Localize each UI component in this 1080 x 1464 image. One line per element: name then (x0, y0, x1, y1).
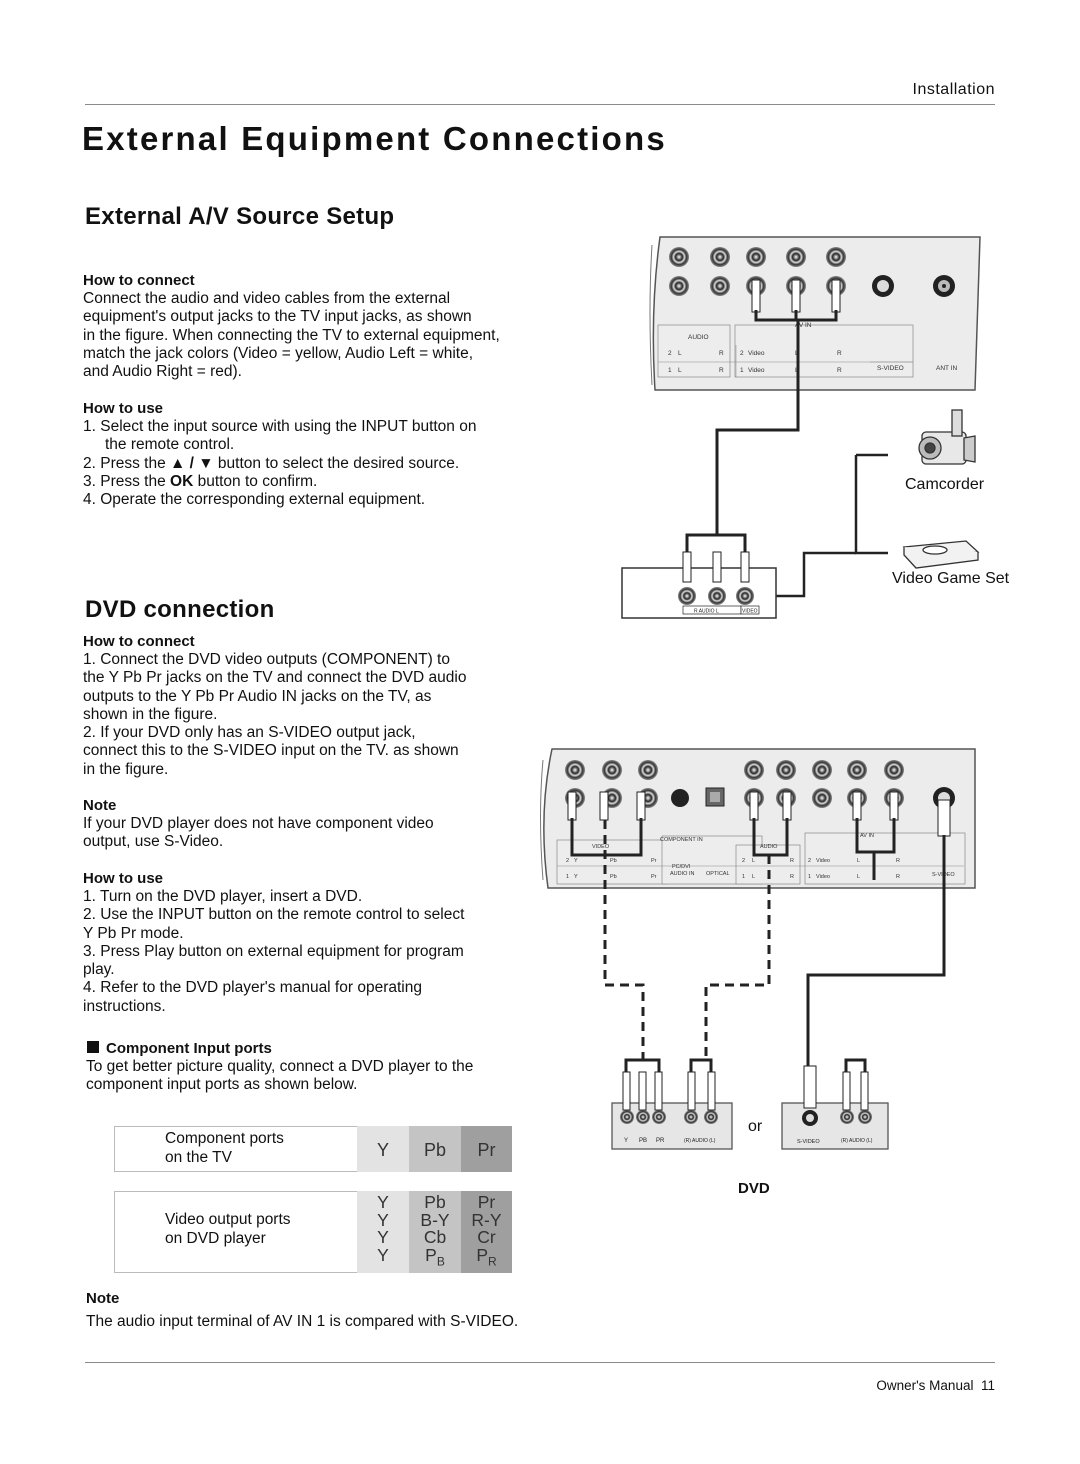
port-name: B-Y (420, 1209, 450, 1230)
text-line: Video output ports (165, 1211, 291, 1228)
panel-text: Pr (651, 858, 657, 864)
step-2-post: button to select the desired source. (213, 454, 460, 472)
text-line: If your DVD player does not have component video (83, 815, 434, 832)
panel-text: Pb (610, 874, 617, 880)
dvd-pb-label: PB (639, 1138, 648, 1144)
panel-text: R (896, 874, 900, 880)
game-console-icon (904, 541, 978, 568)
text-line: 2. If your DVD only has an S-VIDEO output jack, (83, 724, 416, 742)
port-name-sub: R (488, 1254, 497, 1269)
note2-heading: Note (86, 1290, 120, 1307)
port-name: Cb (423, 1227, 447, 1248)
tv-port-pr: Pr (477, 1140, 496, 1160)
panel-audio-in-label: AUDIO IN (670, 871, 695, 877)
step-3-pre: 3. Press the (83, 472, 171, 490)
dvd-note-heading: Note (83, 797, 117, 814)
panel-video-label: VIDEO (592, 844, 610, 850)
page-title: External Equipment Connections (82, 120, 667, 157)
text-line: outputs to the Y Pb Pr Audio IN jacks on the TV, as (83, 687, 432, 705)
text-line: 4. Refer to the DVD player's manual for operating (83, 979, 422, 997)
note2-text: The audio input terminal of AV IN 1 is compared with S-VIDEO. (86, 1313, 519, 1330)
panel-text: 2 (742, 858, 746, 864)
jack (710, 247, 730, 267)
jack (786, 247, 806, 267)
panel-ant-in-label: ANT IN (936, 365, 958, 372)
panel-text: L (752, 858, 756, 864)
av-how-to-use-heading: How to use (83, 400, 164, 417)
panel-text: 1 (742, 874, 746, 880)
panel-text: 2 (740, 350, 744, 357)
text-line: 3. Press Play button on external equipment for program (83, 942, 464, 960)
port-name: Y (377, 1227, 389, 1248)
game-label: Video Game Set (892, 570, 1010, 587)
panel-text: R (837, 367, 842, 374)
panel-audio-label: AUDIO (688, 334, 709, 341)
text-line: on the TV (165, 1148, 232, 1166)
jack (826, 247, 846, 267)
panel-text: L (857, 858, 861, 864)
jack (669, 276, 689, 296)
jack (669, 247, 689, 267)
step-3-post: button to confirm. (193, 472, 318, 490)
av-section-heading: External A/V Source Setup (85, 203, 395, 230)
panel-component-in-label: COMPONENT IN (660, 837, 703, 843)
section-label: Installation (912, 81, 995, 98)
panel-text: Video (816, 874, 830, 880)
dvd-y-label: Y (624, 1138, 629, 1144)
device-video-label: VIDEO (742, 608, 758, 615)
jack (746, 247, 766, 267)
text-line: equipment's output jacks to the TV input jacks, as shown (83, 308, 472, 326)
dvd-component-box (612, 1060, 732, 1149)
dvd-pr-label: PR (656, 1138, 665, 1144)
port-name: Y (377, 1245, 389, 1266)
tv-port-y: Y (376, 1140, 389, 1160)
panel-text: 2 (668, 350, 672, 357)
text-line: Y Pb Pr mode. (83, 924, 184, 942)
manual-name: Owner's Manual (876, 1378, 974, 1393)
dvd-how-to-connect-heading: How to connect (83, 633, 195, 650)
up-down-arrow-icon: ▲ / ▼ (170, 454, 214, 472)
text-line: component input ports as shown below. (86, 1076, 358, 1094)
panel-text: 1 (566, 874, 570, 880)
port-name: Y (377, 1192, 389, 1212)
panel-text: Video (816, 858, 830, 864)
port-name: Pr (477, 1192, 496, 1212)
component-ports-heading: Component Input ports (106, 1040, 272, 1057)
dvd-audio-label: (R) AUDIO (L) (841, 1138, 873, 1144)
panel-text: 1 (808, 874, 812, 880)
camcorder-icon (919, 410, 975, 464)
text-line: and Audio Right = red). (83, 363, 242, 381)
panel-text: R (790, 874, 794, 880)
dvd-section-heading: DVD connection (85, 596, 275, 623)
panel-text: 1 (740, 367, 744, 374)
step-4: 4. Operate the corresponding external equipment. (83, 491, 426, 509)
panel-text: R (719, 367, 724, 374)
text-line: in the figure. When connecting the TV to external equipment, (83, 326, 500, 344)
panel-text: 2 (566, 858, 570, 864)
panel-text: R (837, 350, 842, 357)
panel-text: L (678, 367, 682, 374)
port-name-main: P (425, 1245, 437, 1266)
panel-text: 2 (808, 858, 812, 864)
dvd-audio-label: (R) AUDIO (L) (684, 1138, 716, 1144)
port-name: R-Y (471, 1209, 502, 1230)
panel-text: L (795, 350, 799, 357)
dvd-s-video-box (782, 1060, 888, 1149)
panel-text: R (719, 350, 724, 357)
step-2-pre: 2. Press the (83, 454, 171, 472)
panel-s-video-label: S-VIDEO (932, 872, 955, 878)
panel-text: Pb (610, 858, 617, 864)
panel-text: R (790, 858, 794, 864)
text-line: play. (83, 961, 115, 979)
page-number: 11 (980, 1378, 995, 1393)
step-1-cont: the remote control. (105, 436, 235, 454)
tv-port-pb: Pb (423, 1140, 447, 1160)
panel-text: 1 (668, 367, 672, 374)
panel-text: L (857, 874, 861, 880)
camcorder-label: Camcorder (905, 476, 985, 493)
port-name: Y (377, 1209, 389, 1230)
text-line: connect this to the S-VIDEO input on the TV. as shown (83, 742, 459, 760)
text-line: Connect the audio and video cables from the external (83, 290, 451, 307)
panel-text: Video (748, 350, 765, 357)
panel-s-video-label: S-VIDEO (877, 365, 904, 372)
panel-text: Y (574, 858, 578, 864)
ok-key: OK (170, 472, 194, 490)
text-line: output, use S-Video. (83, 833, 224, 851)
panel-optical-label: OPTICAL (706, 871, 730, 877)
panel-text: Video (748, 367, 765, 374)
panel-text: L (752, 874, 756, 880)
panel-text: Y (574, 874, 578, 880)
device-audio-label: R AUDIO L (694, 608, 719, 615)
text-line: the Y Pb Pr jacks on the TV and connect the DVD audio (83, 669, 467, 687)
step-1: 1. Select the input source with using the INPUT button on (83, 418, 477, 435)
port-name: Cr (477, 1227, 496, 1248)
panel-av-in-label: AV IN (795, 322, 812, 329)
external-device-jacks (622, 552, 776, 618)
jack (710, 276, 730, 296)
panel-av-in-label: AV IN (860, 833, 874, 839)
text-line: match the jack colors (Video = yellow, Audio Left = white, (83, 344, 474, 362)
text-line: instructions. (83, 997, 166, 1015)
text-line: 1. Connect the DVD video outputs (COMPONENT) to (83, 651, 450, 668)
panel-text: R (896, 858, 900, 864)
text-line: shown in the figure. (83, 705, 218, 723)
av-how-to-connect-heading: How to connect (83, 272, 195, 289)
text-line: in the figure. (83, 760, 169, 778)
av-panel (650, 237, 980, 390)
panel-audio-label: AUDIO (760, 844, 778, 850)
port-name-sub: B (436, 1254, 445, 1269)
text-line: 1. Turn on the DVD player, insert a DVD. (83, 888, 363, 905)
text-line: 2. Use the INPUT button on the remote control to select (83, 906, 465, 924)
panel-text: L (795, 367, 799, 374)
port-name: Pb (424, 1192, 446, 1212)
panel-pc-dvi-label: PC/DVI (672, 864, 691, 870)
text-line: on DVD player (165, 1229, 266, 1247)
dvd-how-to-use-heading: How to use (83, 870, 164, 887)
or-label: or (748, 1118, 763, 1135)
port-name-main: P (476, 1245, 488, 1266)
panel-text: Pr (651, 874, 657, 880)
panel-text: L (678, 350, 682, 357)
text-line: To get better picture quality, connect a DVD player to the (86, 1058, 474, 1075)
text-line: Component ports (165, 1130, 284, 1147)
dvd-label: DVD (738, 1180, 770, 1197)
dvd-s-video-label: S-VIDEO (797, 1139, 820, 1145)
